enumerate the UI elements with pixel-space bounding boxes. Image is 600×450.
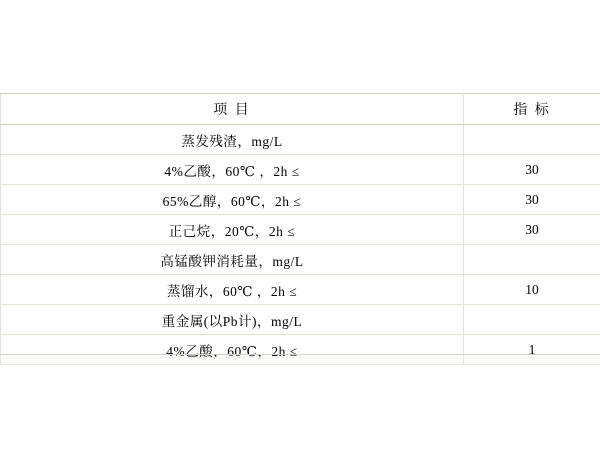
row-item-label: 蒸发残渣，mg/L	[1, 125, 464, 155]
table-row	[1, 155, 600, 185]
row-item-label: 正己烷，20℃，2h ≤	[1, 215, 464, 245]
bottom-divider	[0, 354, 600, 358]
row-item-value: 30	[464, 215, 600, 245]
column-header-item: 项 目	[1, 94, 464, 125]
row-item-value	[464, 125, 600, 155]
row-item-label: 高锰酸钾消耗量，mg/L	[1, 245, 464, 275]
row-item-value: 1	[464, 335, 600, 365]
table-header-row	[1, 94, 600, 125]
row-item-label: 4%乙酸，60℃ ，2h ≤	[1, 155, 464, 185]
row-item-value: 30	[464, 155, 600, 185]
table-row	[1, 275, 600, 305]
row-item-value: 30	[464, 185, 600, 215]
spec-table	[0, 93, 600, 365]
spec-table-container	[0, 93, 600, 365]
table-head	[1, 94, 600, 125]
row-item-value	[464, 245, 600, 275]
table-body	[1, 125, 600, 365]
table-row	[1, 125, 600, 155]
table-row	[1, 245, 600, 275]
column-header-index: 指 标	[464, 94, 600, 125]
row-item-label: 重金属(以Pb计)，mg/L	[1, 305, 464, 335]
row-item-label: 蒸馏水，60℃ ，2h ≤	[1, 275, 464, 305]
row-item-label: 4%乙酸，60℃，2h ≤	[1, 335, 464, 365]
table-row	[1, 185, 600, 215]
row-item-value	[464, 305, 600, 335]
table-row	[1, 305, 600, 335]
row-item-label: 65%乙醇，60℃，2h ≤	[1, 185, 464, 215]
table-row	[1, 215, 600, 245]
row-item-value: 10	[464, 275, 600, 305]
table-row	[1, 335, 600, 365]
